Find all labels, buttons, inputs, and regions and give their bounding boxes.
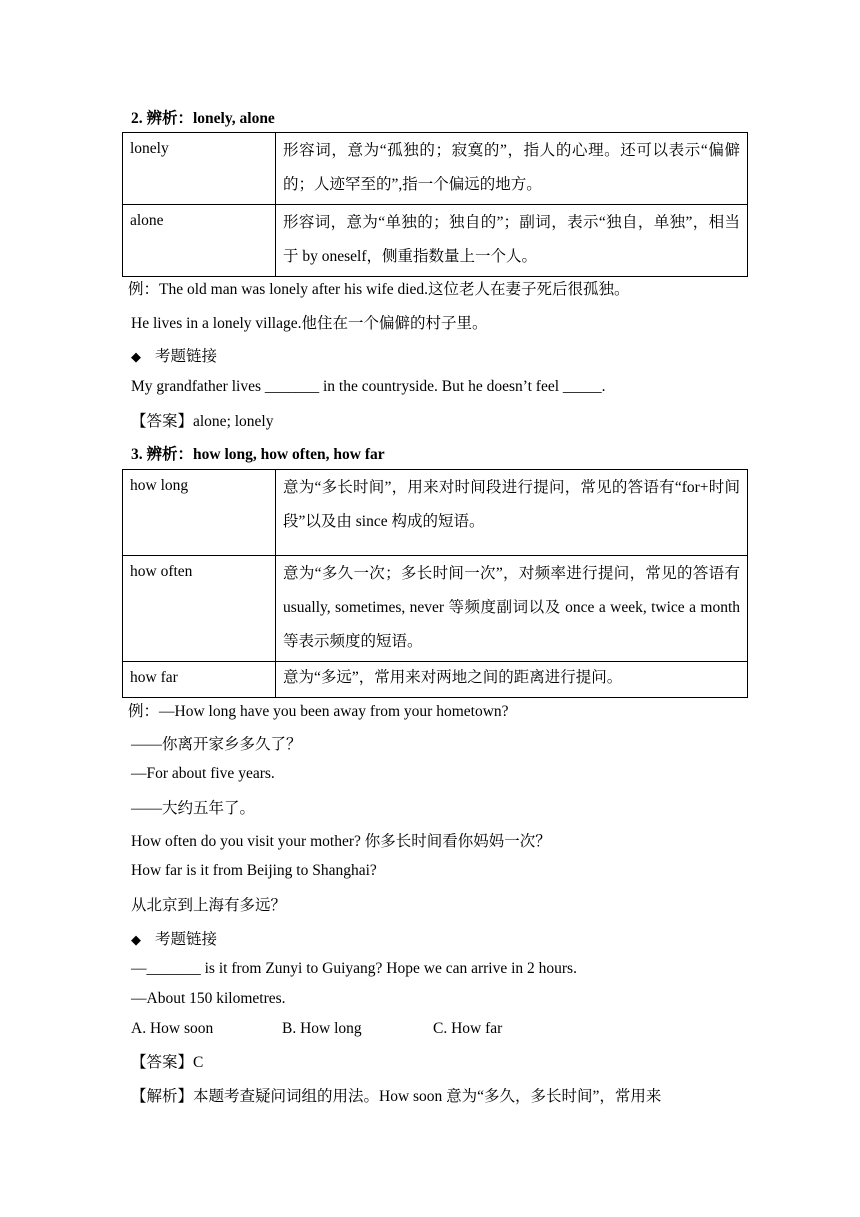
section3-heading: 3. 辨析：how long, how often, how far bbox=[131, 446, 385, 463]
example-line: 例：The old man was lonely after his wife died.这位老人在妻子死后很孤独。 bbox=[128, 281, 630, 298]
desc-cell: 形容词，意为“单独的；独自的”；副词，表示“独自，单独”，相当于 by oneself，侧重指数量上一个人。 bbox=[276, 205, 748, 277]
term-cell: how often bbox=[123, 556, 276, 662]
exam-link-label bbox=[131, 927, 217, 949]
diamond-icon: ◆ bbox=[131, 933, 141, 948]
exam-link-text: 考题链接 bbox=[155, 931, 218, 948]
exam-link-text: 考题链接 bbox=[155, 348, 218, 365]
section2-heading: 2. 辨析：lonely, alone bbox=[131, 110, 275, 127]
term-cell: how long bbox=[123, 470, 276, 556]
option-c: C. How far bbox=[433, 1020, 503, 1037]
table-row bbox=[123, 133, 748, 205]
example-line: 例：—How long have you been away from your hometown? bbox=[128, 703, 509, 720]
example-line: How often do you visit your mother? 你多长时间看你妈妈一次？ bbox=[131, 833, 551, 850]
how-questions-table bbox=[122, 469, 748, 698]
desc-cell: 形容词，意为“孤独的；寂寞的”，指人的心理。还可以表示“偏僻的；人迹罕至的”,指一个偏远的地方。 bbox=[276, 133, 748, 205]
term-cell: how far bbox=[123, 662, 276, 698]
table-row bbox=[123, 205, 748, 277]
diamond-icon: ◆ bbox=[131, 350, 141, 365]
example-line: How far is it from Beijing to Shanghai? bbox=[131, 862, 377, 879]
term-cell: lonely bbox=[123, 133, 276, 205]
desc-cell: 意为“多长时间”，用来对时间段进行提问，常见的答语有“for+时间段”以及由 since 构成的短语。 bbox=[276, 470, 748, 556]
lonely-alone-table bbox=[122, 132, 748, 277]
table-row bbox=[123, 556, 748, 662]
question-line: My grandfather lives _______ in the countryside. But he doesn’t feel _____. bbox=[131, 378, 606, 395]
answer-line: 【答案】C bbox=[131, 1054, 204, 1071]
example-line: ——你离开家乡多久了？ bbox=[131, 736, 302, 753]
example-line: ——大约五年了。 bbox=[131, 800, 256, 817]
question-line: —_______ is it from Zunyi to Guiyang? Hope we can arrive in 2 hours. bbox=[131, 960, 577, 977]
desc-cell: 意为“多久一次；多长时间一次”，对频率进行提问，常见的答语有 usually, sometimes, never 等频度副词以及 once a week, twice a month 等表示频度的短语。 bbox=[276, 556, 748, 662]
table-row bbox=[123, 470, 748, 556]
answer-line: 【答案】alone; lonely bbox=[131, 413, 274, 430]
term-cell: alone bbox=[123, 205, 276, 277]
option-b: B. How long bbox=[282, 1020, 362, 1037]
table-row bbox=[123, 662, 748, 698]
example-line: He lives in a lonely village.他住在一个偏僻的村子里。 bbox=[131, 315, 488, 332]
example-line: —For about five years. bbox=[131, 765, 275, 782]
example-line: 从北京到上海有多远？ bbox=[131, 897, 287, 914]
question-line: —About 150 kilometres. bbox=[131, 990, 286, 1007]
desc-cell: 意为“多远”，常用来对两地之间的距离进行提问。 bbox=[276, 662, 748, 698]
exam-link-label bbox=[131, 344, 217, 366]
analysis-line: 【解析】本题考查疑问词组的用法。How soon 意为“多久，多长时间”，常用来 bbox=[131, 1088, 662, 1105]
option-a: A. How soon bbox=[131, 1020, 214, 1037]
